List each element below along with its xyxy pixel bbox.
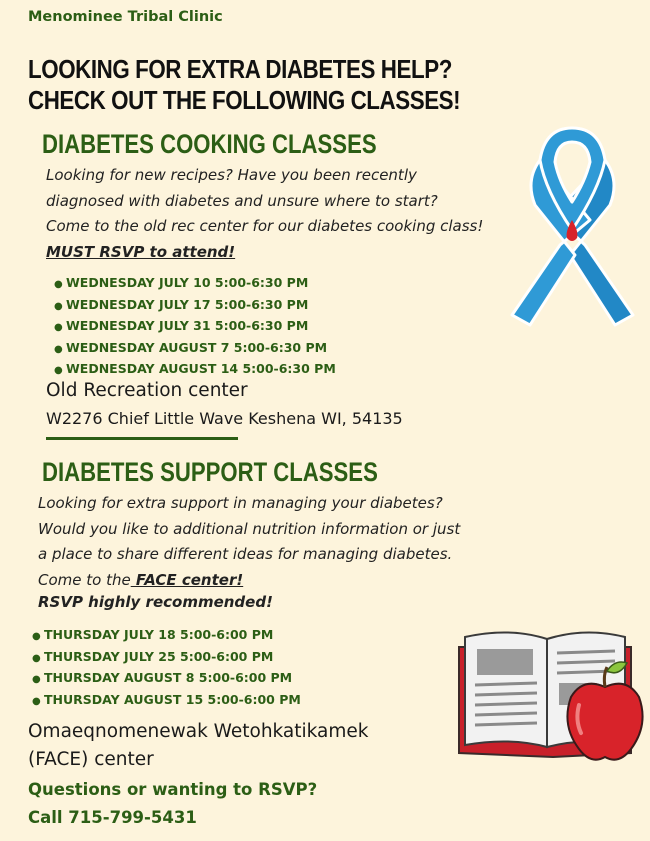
- support-location-line2: (FACE) center: [28, 749, 154, 770]
- schedule-date: WEDNESDAY AUGUST 7 5:00-6:30 PM: [66, 339, 328, 355]
- cooking-description: [46, 163, 484, 265]
- schedule-date: WEDNESDAY JULY 10 5:00-6:30 PM: [66, 275, 309, 290]
- schedule-date: THURSDAY JULY 18 5:00-6:00 PM: [44, 627, 274, 642]
- bullet-icon: ●: [54, 300, 63, 312]
- bullet-icon: ●: [54, 322, 63, 333]
- schedule-date: WEDNESDAY JULY 17 5:00-6:30 PM: [66, 296, 309, 312]
- list-item: [32, 624, 301, 646]
- list-item: [32, 667, 301, 689]
- support-description: [38, 491, 468, 593]
- support-location-line1: Omaeqnomenewak Wetohkatikamek: [28, 721, 369, 742]
- support-classes-title: DIABETES SUPPORT CLASSES: [42, 457, 378, 487]
- cooking-rsvp-note: MUST RSVP to attend!: [46, 242, 236, 261]
- schedule-date: THURSDAY JULY 25 5:00-6:00 PM: [44, 648, 274, 664]
- schedule-date: WEDNESDAY AUGUST 14 5:00-6:30 PM: [66, 361, 336, 376]
- bullet-icon: ●: [32, 631, 41, 642]
- diabetes-awareness-ribbon-icon: [505, 120, 640, 345]
- bullet-icon: ●: [32, 695, 41, 707]
- schedule-date: WEDNESDAY JULY 31 5:00-6:30 PM: [66, 318, 309, 333]
- bullet-icon: ●: [32, 652, 41, 664]
- list-item: [54, 294, 336, 316]
- list-item: [54, 315, 336, 337]
- schedule-date: THURSDAY AUGUST 8 5:00-6:00 PM: [44, 670, 293, 685]
- list-item: [54, 358, 336, 380]
- support-description-text: Looking for extra support in managing your diabetes? Would you like to additional nutrition information or just a place to share different ideas for managing diabetes. Come to the: [38, 494, 461, 589]
- schedule-date: THURSDAY AUGUST 15 5:00-6:00 PM: [44, 691, 301, 707]
- cooking-description-text: Looking for new recipes? Have you been recently diagnosed with diabetes and unsure where to start? Come to the old rec center for our diabetes cooking class!: [46, 166, 484, 235]
- open-book-with-apple-icon: [455, 625, 650, 775]
- bullet-icon: ●: [32, 674, 41, 685]
- list-item: [54, 272, 336, 294]
- contact-question: Questions or wanting to RSVP?: [28, 780, 318, 799]
- section-divider: [46, 437, 238, 440]
- cooking-address: W2276 Chief Little Wave Keshena WI, 54135: [46, 409, 403, 428]
- cooking-schedule-list: [54, 272, 336, 380]
- cooking-location-name: Old Recreation center: [46, 380, 248, 401]
- organization-name: Menominee Tribal Clinic: [28, 9, 223, 25]
- bullet-icon: ●: [54, 365, 63, 376]
- support-rsvp-note: RSVP highly recommended!: [38, 593, 273, 611]
- contact-phone: Call 715-799-5431: [28, 808, 197, 827]
- cooking-classes-title: DIABETES COOKING CLASSES: [42, 129, 377, 159]
- face-center-link: FACE center!: [130, 570, 244, 589]
- bullet-icon: ●: [54, 279, 63, 290]
- list-item: [32, 689, 301, 711]
- page-headline: LOOKING FOR EXTRA DIABETES HELP? CHECK OUT THE FOLLOWING CLASSES!: [28, 54, 461, 115]
- list-item: [32, 646, 301, 668]
- list-item: [54, 337, 336, 359]
- support-schedule-list: [32, 624, 301, 710]
- bullet-icon: ●: [54, 343, 63, 355]
